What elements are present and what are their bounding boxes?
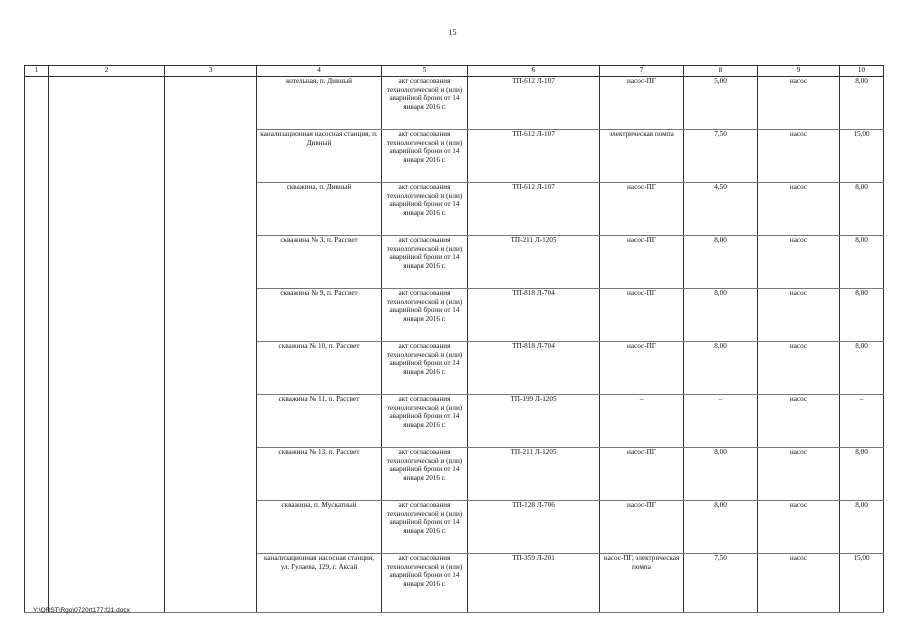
equipment-cell: насос-ПГ [600, 448, 684, 501]
power-cell: 8,00 [684, 289, 758, 342]
object-cell: канализационная насосная станция, ул. Гулаева, 129, г. Аксай [257, 554, 382, 613]
max-power-cell: 8,00 [840, 448, 884, 501]
category-cell: насос [758, 448, 840, 501]
column-header: 4 [257, 66, 382, 77]
object-cell: скважина № 10, п. Рассвет [257, 342, 382, 395]
substation-cell: ТП-211 Л-1205 [468, 448, 600, 501]
column-header: 9 [758, 66, 840, 77]
column-header: 8 [684, 66, 758, 77]
object-cell: скважина № 9, п. Рассвет [257, 289, 382, 342]
column-header: 3 [165, 66, 257, 77]
column-header: 6 [468, 66, 600, 77]
power-cell: 7,50 [684, 554, 758, 613]
substation-cell: ТП-818 Л-704 [468, 342, 600, 395]
equipment-cell: насос-ПГ [600, 77, 684, 130]
equipment-cell: насос-ПГ [600, 183, 684, 236]
column-number-row [25, 66, 884, 77]
table-body [25, 66, 884, 613]
object-cell: канализационная насосная станция, п. Дивный [257, 130, 382, 183]
object-cell: котельная, п. Дивный [257, 77, 382, 130]
document-cell: акт согласования технологической и (или) аварийной брони от 14 января 2016 г. [382, 77, 468, 130]
object-cell: скважина, п. Дивный [257, 183, 382, 236]
document-cell: акт согласования технологической и (или) аварийной брони от 14 января 2016 г. [382, 289, 468, 342]
category-cell: насос [758, 554, 840, 613]
max-power-cell: 8,00 [840, 236, 884, 289]
document-cell: акт согласования технологической и (или) аварийной брони от 14 января 2016 г. [382, 395, 468, 448]
document-cell: акт согласования технологической и (или) аварийной брони от 14 января 2016 г. [382, 183, 468, 236]
substation-cell: ТП-359 Л-201 [468, 554, 600, 613]
document-cell: акт согласования технологической и (или) аварийной брони от 14 января 2016 г. [382, 342, 468, 395]
power-cell: 7,50 [684, 130, 758, 183]
merged-cell-col3 [165, 77, 257, 613]
category-cell: насос [758, 501, 840, 554]
equipment-cell: насос-ПГ [600, 501, 684, 554]
file-path-footer: Y:\ORST\Rgo\0720rt177:f21.docx [33, 607, 130, 614]
document-cell: акт согласования технологической и (или) аварийной брони от 14 января 2016 г. [382, 554, 468, 613]
equipment-cell: – [600, 395, 684, 448]
category-cell: насос [758, 289, 840, 342]
equipment-cell: электрическая помпа [600, 130, 684, 183]
merged-cell-col2 [49, 77, 165, 613]
column-header: 7 [600, 66, 684, 77]
substation-cell: ТП-128 Л-706 [468, 501, 600, 554]
substation-cell: ТП-612 Л-107 [468, 130, 600, 183]
page-number: 15 [448, 28, 457, 37]
category-cell: насос [758, 183, 840, 236]
object-cell: скважина, п. Мускатный [257, 501, 382, 554]
document-cell: акт согласования технологической и (или) аварийной брони от 14 января 2016 г. [382, 236, 468, 289]
max-power-cell: 15,00 [840, 130, 884, 183]
equipment-cell: насос-ПГ [600, 342, 684, 395]
object-cell: скважина № 13, п. Рассвет [257, 448, 382, 501]
category-cell: насос [758, 236, 840, 289]
substation-cell: ТП-211 Л-1205 [468, 236, 600, 289]
object-cell: скважина № 3, п. Рассвет [257, 236, 382, 289]
max-power-cell: 8,00 [840, 289, 884, 342]
substation-cell: ТП-612 Л-107 [468, 77, 600, 130]
substation-cell: ТП-612 Л-107 [468, 183, 600, 236]
power-cell: 8,00 [684, 501, 758, 554]
category-cell: насос [758, 130, 840, 183]
power-cell: 5,00 [684, 77, 758, 130]
object-cell: скважина № 11, п. Рассвет [257, 395, 382, 448]
max-power-cell: 8,00 [840, 77, 884, 130]
power-cell: – [684, 395, 758, 448]
column-header: 5 [382, 66, 468, 77]
max-power-cell: 8,00 [840, 342, 884, 395]
power-cell: 8,00 [684, 236, 758, 289]
equipment-cell: насос-ПГ [600, 236, 684, 289]
substation-cell: ТП-818 Л-704 [468, 289, 600, 342]
document-cell: акт согласования технологической и (или) аварийной брони от 14 января 2016 г. [382, 501, 468, 554]
category-cell: насос [758, 395, 840, 448]
equipment-cell: насос-ПГ [600, 289, 684, 342]
category-cell: насос [758, 77, 840, 130]
power-cell: 8,00 [684, 448, 758, 501]
document-cell: акт согласования технологической и (или) аварийной брони от 14 января 2016 г. [382, 130, 468, 183]
max-power-cell: 8,00 [840, 183, 884, 236]
category-cell: насос [758, 342, 840, 395]
power-cell: 4,50 [684, 183, 758, 236]
merged-cell-col1 [25, 77, 49, 613]
reserve-table [24, 65, 884, 613]
table-row [25, 77, 884, 130]
max-power-cell: – [840, 395, 884, 448]
max-power-cell: 8,00 [840, 501, 884, 554]
max-power-cell: 15,00 [840, 554, 884, 613]
column-header: 1 [25, 66, 49, 77]
column-header: 2 [49, 66, 165, 77]
column-header: 10 [840, 66, 884, 77]
substation-cell: ТП-199 Л-1205 [468, 395, 600, 448]
document-cell: акт согласования технологической и (или) аварийной брони от 14 января 2016 г. [382, 448, 468, 501]
equipment-cell: насос-ПГ, электрическая помпа [600, 554, 684, 613]
power-cell: 8,00 [684, 342, 758, 395]
